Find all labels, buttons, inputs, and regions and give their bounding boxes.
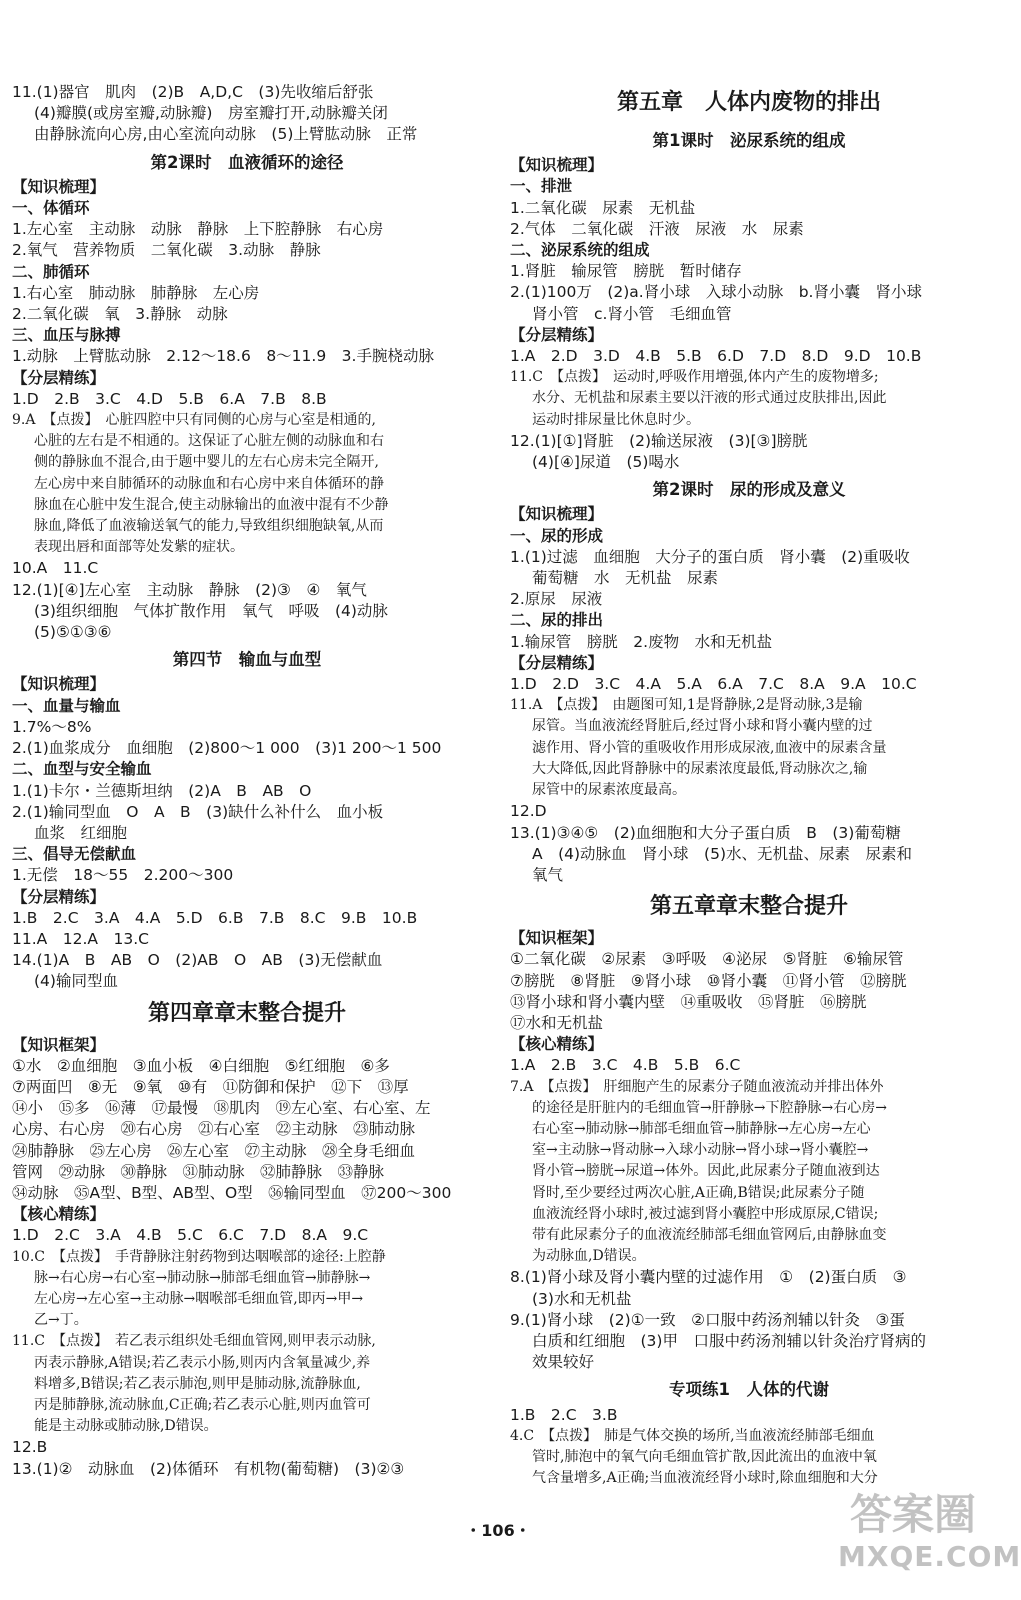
answer-line: 氧气	[532, 865, 564, 884]
section-title: 第五章 人体内废物的排出	[616, 89, 881, 115]
section-heading: 【核心精练】	[510, 1035, 604, 1054]
watermark-text: 答案圈	[849, 1490, 976, 1539]
answer-line: 1.输尿管 膀胱 2.废物 水和无机盐	[510, 632, 773, 651]
answer-line: 效果较好	[532, 1353, 595, 1372]
section-heading: 【核心精练】	[12, 1205, 106, 1224]
answer-line: ⑬肾小球和肾小囊内壁 ⑭重吸收 ⑮肾脏 ⑯膀胱	[510, 992, 867, 1011]
section-heading: 一、排泄	[510, 177, 573, 196]
answer-line: 13.(1)② 动脉血 (2)体循环 有机物(葡萄糖) (3)②③	[12, 1459, 405, 1478]
answer-line: 水分、无机盐和尿素主要以汗液的形式通过皮肤排出,因此	[532, 390, 887, 407]
answer-line: 1.D 2.B 3.C 4.D 5.B 6.A 7.B 8.B	[12, 389, 327, 408]
section-heading: 【知识梳理】	[510, 505, 604, 524]
answer-line: 能是主动脉或肺动脉,D错误。	[34, 1418, 218, 1435]
section-heading: 二、尿的排出	[510, 611, 604, 630]
answer-line: ⑰水和无机盐	[510, 1013, 604, 1032]
section-heading: 【知识梳理】	[12, 177, 106, 196]
answer-line: 1.(1)卡尔・兰德斯坦纳 (2)A B AB O	[12, 781, 312, 800]
section-heading: 【分层精练】	[510, 325, 604, 344]
answer-line: 脉血,降低了血液输送氧气的能力,导致组织细胞缺氧,从而	[34, 518, 384, 535]
answer-line: 白质和红细胞 (3)甲 口服中药汤剂辅以针灸治疗肾病的	[532, 1331, 926, 1350]
answer-line: 侧的静脉血不混合,由于题中婴儿的左右心房未完全隔开,	[34, 454, 379, 471]
section-heading: 【知识梳理】	[12, 675, 106, 694]
answer-line: (4)[④]尿道 (5)喝水	[532, 453, 680, 472]
answer-line: 1.D 2.D 3.C 4.A 5.A 6.A 7.C 8.A 9.A 10.C	[510, 675, 917, 694]
answer-line: 丙是肺静脉,流动脉血,C正确;若乙表示心脏,则丙血管可	[34, 1396, 371, 1413]
answer-line: 大大降低,因此肾静脉中的尿素浓度最低,肾动脉次之,输	[532, 760, 868, 777]
left-column	[12, 82, 482, 1480]
answer-line: 肾小管→膀胱→尿道→体外。因此,此尿素分子随血液到达	[532, 1163, 880, 1180]
answer-line: 1.二氧化碳 尿素 无机盐	[510, 198, 696, 217]
section-heading: 一、血量与输血	[12, 696, 121, 715]
answer-line: ⑦两面凹 ⑧无 ⑨氧 ⑩有 ⑪防御和保护 ⑫下 ⑬厚	[12, 1077, 409, 1096]
answer-line: (5)⑤①③⑥	[34, 623, 112, 642]
answer-line: ⑭小 ⑮多 ⑯薄 ⑰最慢 ⑱肌肉 ⑲左心室、右心室、左	[12, 1099, 431, 1118]
answer-line: 4.C 【点拨】 肺是气体交换的场所,当血液流经肺部毛细血	[510, 1427, 875, 1444]
answer-line: 肾时,至少要经过两次心脏,A正确,B错误;此尿素分子随	[532, 1184, 865, 1201]
answer-line: 葡萄糖 水 无机盐 尿素	[532, 569, 719, 588]
answer-line: 滤作用、肾小管的重吸收作用形成尿液,血液中的尿素含量	[532, 739, 887, 756]
answer-line: 9.(1)肾小球 (2)①一致 ②口服中药汤剂辅以针灸 ③蛋	[510, 1310, 905, 1329]
answer-line: 血浆 红细胞	[34, 823, 128, 842]
answer-line: 尿管中的尿素浓度最高。	[532, 782, 686, 799]
answer-line: 10.A 11.C	[12, 559, 99, 578]
answer-line: 的途径是肝脏内的毛细血管→肝静脉→下腔静脉→右心房→	[532, 1099, 887, 1116]
answer-line: 1.A 2.D 3.D 4.B 5.B 6.D 7.D 8.D 9.D 10.B	[510, 347, 922, 366]
answer-line: 1.肾脏 输尿管 膀胱 暂时储存	[510, 262, 742, 281]
section-title: 第1课时 泌尿系统的组成	[652, 131, 846, 150]
answer-line: 2.气体 二氧化碳 汗液 尿液 水 尿素	[510, 219, 804, 238]
section-heading: 【分层精练】	[510, 653, 604, 672]
section-heading: 【分层精练】	[12, 887, 106, 906]
section-title: 第2课时 尿的形成及意义	[652, 480, 846, 500]
section-heading: 三、血压与脉搏	[12, 326, 121, 345]
answer-line: 1.动脉 上臂肱动脉 2.12～18.6 8～11.9 3.手腕桡动脉	[12, 347, 434, 366]
answer-line: 运动时排尿量比休息时少。	[532, 411, 700, 428]
answer-line: 丙表示静脉,A错误;若乙表示小肠,则丙内含氧量减少,养	[34, 1354, 371, 1371]
watermark-url: MXQE.COM	[838, 1540, 1021, 1573]
answer-line: 肾小管 c.肾小管 毛细血管	[532, 304, 732, 323]
answer-line: 心房、右心房 ⑳右心房 ㉑右心室 ㉒主动脉 ㉓肺动脉	[12, 1120, 416, 1139]
answer-line: 2.(1)100万 (2)a.肾小球 入球小动脉 b.肾小囊 肾小球	[510, 283, 922, 302]
answer-line: 管网 ㉙动脉 ㉚静脉 ㉛肺动脉 ㉜肺静脉 ㉝静脉	[12, 1162, 385, 1181]
answer-line: 尿管。当血液流经肾脏后,经过肾小球和肾小囊内壁的过	[532, 718, 873, 735]
answer-line: 2.氧气 营养物质 二氧化碳 3.动脉 静脉	[12, 241, 321, 260]
answer-line: 1.无偿 18～55 2.200～300	[12, 866, 234, 885]
answer-line: 1.D 2.C 3.A 4.B 5.C 6.C 7.D 8.A 9.C	[12, 1226, 369, 1245]
page-number: ・106・	[465, 1521, 531, 1540]
answer-line: 13.(1)③④⑤ (2)血细胞和大分子蛋白质 B (3)葡萄糖	[510, 823, 901, 842]
answer-line: 12.(1)[①]肾脏 (2)输送尿液 (3)[③]膀胱	[510, 431, 808, 450]
answer-line: 1.右心室 肺动脉 肺静脉 左心房	[12, 283, 260, 302]
watermark-logo	[838, 1490, 1021, 1596]
section-heading: 【知识框架】	[12, 1035, 106, 1054]
answer-line: 2.(1)血浆成分 血细胞 (2)800～1 000 (3)1 200～1 500	[12, 739, 442, 758]
answer-line: 11.C 【点拨】 运动时,呼吸作用增强,体内产生的废物增多;	[510, 369, 879, 386]
answer-line: 10.C 【点拨】 手背静脉注射药物到达咽喉部的途径:上腔静	[12, 1248, 386, 1265]
answer-line: 为动脉血,D错误。	[532, 1248, 646, 1265]
answer-line: 脉→右心房→右心室→肺动脉→肺部毛细血管→肺静脉→	[34, 1269, 371, 1286]
answer-line: ①水 ②血细胞 ③血小板 ④白细胞 ⑤红细胞 ⑥多	[12, 1056, 390, 1075]
section-heading: 【知识框架】	[510, 929, 604, 948]
section-title: 第2课时 血液循环的途径	[150, 152, 344, 172]
answer-line: (4)输同型血	[34, 972, 118, 991]
answer-line: ㉞动脉 ㉟A型、B型、AB型、O型 ㊱输同型血 ㊲200～300	[12, 1183, 452, 1202]
answer-line: 1.B 2.C 3.A 4.A 5.D 6.B 7.B 8.C 9.B 10.B	[12, 908, 418, 927]
answer-line: 2.原尿 尿液	[510, 590, 603, 609]
section-heading: 三、倡导无偿献血	[12, 845, 137, 864]
section-heading: 一、体循环	[12, 199, 90, 218]
answer-line: 1.(1)过滤 血细胞 大分子的蛋白质 肾小囊 (2)重吸收	[510, 547, 910, 566]
answer-line: 右心室→肺动脉→肺部毛细血管→肺静脉→左心房→左心	[532, 1120, 871, 1137]
answer-line: 左心房中来自肺循环的动脉血和右心房中来自体循环的静	[34, 475, 384, 492]
answer-line: 8.(1)肾小球及肾小囊内壁的过滤作用 ① (2)蛋白质 ③	[510, 1268, 907, 1287]
section-heading: 二、泌尿系统的组成	[510, 241, 650, 260]
answer-line: 1.A 2.B 3.C 4.B 5.B 6.C	[510, 1056, 741, 1075]
section-heading: 【分层精练】	[12, 368, 106, 387]
answer-line: 11.A 【点拨】 由题图可知,1是肾静脉,2是肾动脉,3是输	[510, 697, 863, 714]
section-title: 第四节 输血与血型	[172, 650, 322, 670]
section-heading: 二、肺循环	[12, 262, 90, 281]
answer-line: 血液流经肾小球时,被过滤到肾小囊腔中形成原尿,C错误;	[532, 1205, 879, 1222]
answer-line: ㉔肺静脉 ㉕左心房 ㉖左心室 ㉗主动脉 ㉘全身毛细血	[12, 1141, 416, 1160]
section-title: 第四章章末整合提升	[147, 999, 346, 1026]
answer-line: 2.二氧化碳 氧 3.静脉 动脉	[12, 305, 228, 324]
answer-line: 11.C 【点拨】 若乙表示组织处毛细血管网,则甲表示动脉,	[12, 1333, 376, 1350]
answer-line: 乙→丁。	[34, 1312, 88, 1329]
answer-line: 心脏的左右是不相通的。这保证了心脏左侧的动脉血和右	[34, 433, 384, 450]
answer-line: 由静脉流向心房,由心室流向动脉 (5)上臂肱动脉 正常	[34, 125, 418, 144]
right-column	[510, 82, 988, 1489]
answer-line: 料增多,B错误;若乙表示肺泡,则甲是肺动脉,流静脉血,	[34, 1375, 361, 1392]
answer-line: 12.(1)[④]左心室 主动脉 静脉 (2)③ ④ 氧气	[12, 580, 367, 599]
section-heading: 二、血型与安全输血	[12, 760, 152, 779]
answer-line: 11.(1)器官 肌肉 (2)B A,D,C (3)先收缩后舒张	[12, 83, 374, 101]
section-title: 专项练1 人体的代谢	[669, 1380, 829, 1400]
answer-line: 气含量增多,A正确;当血液流经肾小球时,除血细胞和大分	[532, 1470, 878, 1487]
answer-line: 7.A 【点拨】 肝细胞产生的尿素分子随血液流动并排出体外	[510, 1078, 884, 1095]
answer-line: (4)瓣膜(或房室瓣,动脉瓣) 房室瓣打开,动脉瓣关闭	[34, 104, 388, 123]
answer-line: 1.7%～8%	[12, 717, 92, 736]
answer-line: 管时,肺泡中的氧气向毛细血管扩散,因此流出的血液中氧	[532, 1448, 877, 1465]
answer-line: 2.(1)输同型血 O A B (3)缺什么补什么 血小板	[12, 802, 384, 821]
answer-line: 带有此尿素分子的血液流经肺部毛细血管网后,由静脉血变	[532, 1226, 887, 1243]
answer-line: ⑦膀胱 ⑧肾脏 ⑨肾小球 ⑩肾小囊 ⑪肾小管 ⑫膀胱	[510, 971, 907, 990]
answer-line: 11.A 12.A 13.C	[12, 929, 149, 948]
answer-line: ①二氧化碳 ②尿素 ③呼吸 ④泌尿 ⑤肾脏 ⑥输尿管	[510, 950, 904, 969]
answer-line: A (4)动脉血 肾小球 (5)水、无机盐、尿素 尿素和	[532, 844, 913, 863]
answer-line: 12.B	[12, 1438, 48, 1457]
answer-line: (3)组织细胞 气体扩散作用 氧气 呼吸 (4)动脉	[34, 601, 388, 620]
answer-line: 室→主动脉→肾动脉→入球小动脉→肾小球→肾小囊腔→	[532, 1142, 869, 1159]
section-heading: 【知识梳理】	[510, 156, 604, 175]
answer-line: 1.B 2.C 3.B	[510, 1405, 618, 1424]
section-heading: 一、尿的形成	[510, 526, 604, 545]
answer-line: 1.左心室 主动脉 动脉 静脉 上下腔静脉 右心房	[12, 220, 384, 239]
answer-line: 脉血在心脏中发生混合,使主动脉输出的血液中混有不少静	[34, 496, 389, 513]
answer-line: 左心房→左心室→主动脉→咽喉部毛细血管,即丙→甲→	[34, 1290, 364, 1307]
answer-line: 12.D	[510, 802, 547, 821]
answer-line: (3)水和无机盐	[532, 1289, 632, 1308]
answer-line: 9.A 【点拨】 心脏四腔中只有同侧的心房与心室是相通的,	[12, 412, 376, 429]
answer-line: 表现出唇和面部等处发紫的症状。	[34, 539, 244, 556]
answer-line: 14.(1)A B AB O (2)AB O AB (3)无偿献血	[12, 951, 383, 970]
section-title: 第五章章末整合提升	[649, 893, 848, 920]
